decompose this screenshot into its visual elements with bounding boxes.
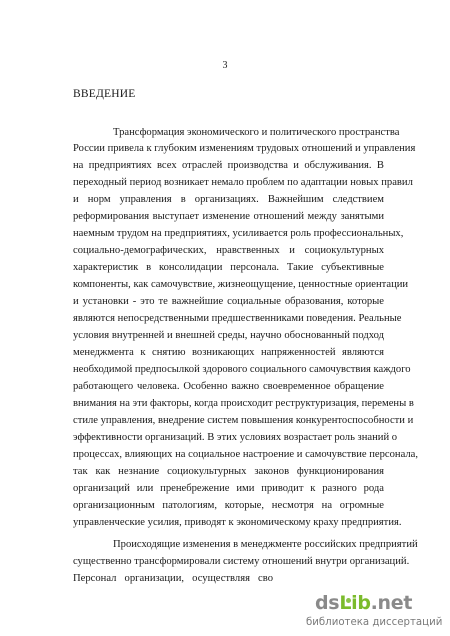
text-line: Трансформация экономического и политического пространства: [113, 127, 400, 138]
text-line: наемным трудом на предприятиях, усиливается роль профессиональных,: [73, 228, 404, 239]
text-line: организаций или пренебрежение ими приводит к разного рода: [73, 483, 384, 494]
text-line: переходный период возникает немало проблем по адаптации новых правил: [73, 177, 413, 188]
text-line: России привела к глубоким изменениям трудовых отношений и управления: [73, 143, 416, 154]
section-heading: ВВЕДЕНИЕ: [73, 88, 136, 100]
text-line: на предприятиях всех отраслей производства и обслуживания. В: [73, 160, 384, 171]
text-line: и установки - это те важнейшие социальные образования, которые: [73, 296, 384, 307]
watermark-subtitle: библиотека диссертаций: [306, 617, 443, 628]
text-line: Происходящие изменения в менеджменте российских предприятий: [113, 539, 418, 550]
text-line: процессах, влияющих на социальное настроение и самочувствие персонала,: [73, 449, 419, 460]
text-line: управленческие усилия, приводят к экономическому краху предприятия.: [73, 517, 402, 528]
text-line: эффективности организаций. В этих условиях возрастает роль знаний о: [73, 432, 398, 443]
text-line: организационным патологиям, которые, несмотря на огромные: [73, 500, 384, 511]
text-line: внимания на эти факторы, когда происходит реструктуризация, перемены в: [73, 398, 414, 409]
text-line: характеристик в консолидации персонала. Такие субъективные: [73, 262, 384, 273]
text-line: существенно трансформировали систему отношений внутри организаций.: [73, 556, 410, 567]
watermark-logo: dsLib.net: [315, 592, 413, 614]
text-line: социально-демографических, нравственных и социокультурных: [73, 245, 384, 256]
dslib-watermark: [300, 590, 450, 636]
text-line: реформирования выступает изменение отношений между занятыми: [73, 211, 384, 222]
text-line: Персонал организации, осуществляя сво: [73, 573, 273, 584]
text-line: компоненты, как самочувствие, жизнеощущение, ценностные ориентации: [73, 279, 409, 290]
page-number: 3: [222, 60, 228, 71]
text-line: являются непосредственными предшественниками поведения. Реальные: [73, 313, 402, 324]
text-line: так как незнание социокультурных законов функционирования: [73, 466, 384, 477]
text-line: условия внутренней и внешней среды, научно обоснованный подход: [73, 330, 384, 341]
text-line: и норм управления в организациях. Важнейшим следствием: [73, 194, 384, 205]
text-line: стиле управления, внедрение систем повышения конкурентоспособности и: [73, 415, 414, 426]
text-line: работающего человека. Особенно важно своевременное обращение: [73, 381, 384, 392]
text-line: менеджмента к снятию возникающих напряженностей являются: [73, 347, 384, 358]
text-line: необходимой предпосылкой здорового социального самочувствия каждого: [73, 364, 411, 375]
